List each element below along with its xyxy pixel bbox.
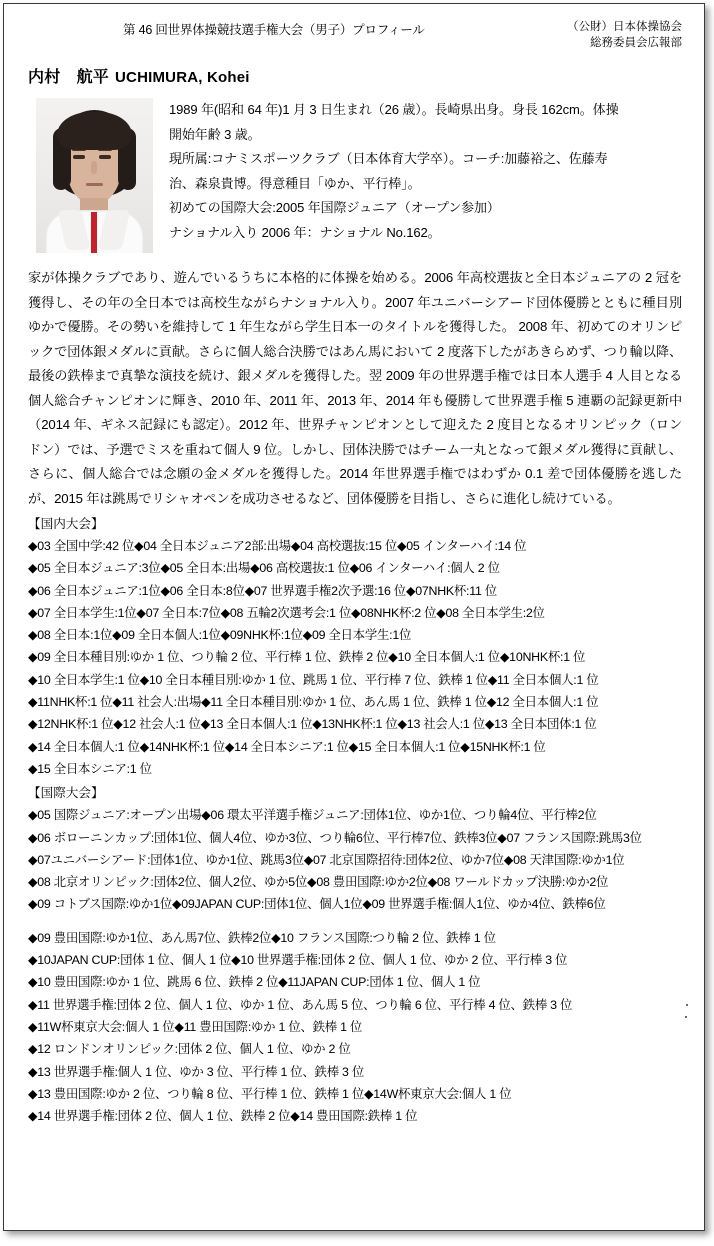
international-results-section xyxy=(28,782,682,1127)
vitals-line-2: 開始年齢 3 歳。 xyxy=(169,126,261,142)
domestic-results-section xyxy=(28,513,682,780)
international-result-line: ◆14 世界選手権:団体 2 位、個人 1 位、鉄棒 2 位◆14 豊田国際:鉄棒 1 位 xyxy=(28,1109,418,1124)
international-result-line: ◆11 世界選手権:団体 2 位、個人 1 位、ゆか 1 位、あん馬 5 位、つり輪 6 位、平行棒 4 位、鉄棒 3 位 xyxy=(28,997,573,1012)
result-spacer xyxy=(28,916,682,927)
athlete-name-roman: UCHIMURA, Kohei xyxy=(115,69,250,86)
international-result-line: ◆13 豊田国際:ゆか 2 位、つり輪 8 位、平行棒 1 位、鉄棒 1 位◆14W杯東京大会:個人 1 位 xyxy=(28,1086,512,1101)
domestic-results-heading: 【国内大会】 xyxy=(28,517,104,531)
domestic-result-line: ◆12NHK杯:1 位◆12 社会人:1 位◆13 全日本個人:1 位◆13NHK杯:1 位◆13 社会人:1 位◆13 全日本団体:1 位 xyxy=(28,717,597,732)
document-body xyxy=(4,4,704,1230)
international-result-line: ◆10 豊田国際:ゆか 1 位、跳馬 6 位、鉄棒 2 位◆11JAPAN CUP:団体 1 位、個人 1 位 xyxy=(28,975,481,990)
international-results-list xyxy=(28,804,682,1127)
photo-eye-left xyxy=(73,155,85,159)
domestic-result-line: ◆09 全日本種目別:ゆか 1 位、つり輪 2 位、平行棒 1 位、鉄棒 2 位◆10 全日本個人:1 位◆10NHK杯:1 位 xyxy=(28,650,586,665)
scan-speck-upper xyxy=(686,1004,688,1006)
photo-eyebrow-right xyxy=(98,148,112,151)
vitals-line-6: ナショナル入り 2006 年：ナショナル No.162。 xyxy=(169,224,441,240)
athlete-photo xyxy=(36,98,153,253)
international-results-heading: 【国際大会】 xyxy=(28,786,104,801)
scan-speck-lower xyxy=(685,1016,687,1018)
international-result-line: ◆12 ロンドンオリンピック:団体 2 位、個人 1 位、ゆか 2 位 xyxy=(28,1042,351,1057)
document-header xyxy=(28,18,682,60)
international-result-line: ◆11W杯東京大会:個人 1 位◆11 豊田国際:ゆか 1 位、鉄棒 1 位 xyxy=(28,1019,363,1034)
domestic-result-line: ◆05 全日本ジュニア:3位◆05 全日本:出場◆06 高校選抜:1 位◆06 インターハイ:個人 2 位 xyxy=(28,561,500,576)
international-result-line: ◆07ユニバーシアード:団体1位、ゆか1位、跳馬3位◆07 北京国際招待:団体2位、ゆか7位◆08 天津国際:ゆか1位 xyxy=(28,852,625,867)
domestic-result-line: ◆10 全日本学生:1 位◆10 全日本種目別:ゆか 1 位、跳馬 1 位、平行棒 7 位、鉄棒 1 位◆11 全日本個人:1 位 xyxy=(28,672,599,687)
header-organization xyxy=(567,19,682,51)
photo-nose xyxy=(91,161,97,174)
international-result-line: ◆08 北京オリンピック:団体2位、個人2位、ゆか5位◆08 豊田国際:ゆか2位◆08 ワールドカップ決勝:ゆか2位 xyxy=(28,875,609,890)
domestic-result-line: ◆14 全日本個人:1 位◆14NHK杯:1 位◆14 全日本シニア:1 位◆15 全日本個人:1 位◆15NHK杯:1 位 xyxy=(28,739,546,754)
photo-hair-fringe xyxy=(57,112,132,150)
domestic-result-line: ◆03 全国中学:42 位◆04 全日本ジュニア2部:出場◆04 高校選抜:15 位◆05 インターハイ:14 位 xyxy=(28,539,527,553)
organization-department: 総務委員会広報部 xyxy=(590,37,682,49)
document-frame xyxy=(3,3,705,1231)
domestic-result-line: ◆08 全日本:1位◆09 全日本個人:1位◆09NHK杯:1位◆09 全日本学生:1位 xyxy=(28,628,412,643)
vitals-line-5: 初めての国際大会:2005 年国際ジュニア（オープン参加） xyxy=(169,200,500,215)
athlete-vitals xyxy=(169,98,682,245)
domestic-result-line: ◆06 全日本ジュニア:1位◆06 全日本:8位◆07 世界選手権2次予選:16 位◆07NHK杯:11 位 xyxy=(28,583,497,598)
domestic-result-line: ◆11NHK杯:1 位◆11 社会人:出場◆11 全日本種目別:ゆか 1 位、あん馬 1 位、鉄棒 1 位◆12 全日本個人:1 位 xyxy=(28,695,599,710)
international-result-line: ◆09 豊田国際:ゆか1位、あん馬7位、鉄棒2位◆10 フランス国際:つり輪 2 位、鉄棒 1 位 xyxy=(28,930,496,945)
biography-paragraph: 家が体操クラブであり、遊んでいるうちに本格的に体操を始める。2006 年高校選抜と全日本ジュニアの 2 冠を獲得し、その年の全日本では高校生ながらナショナル入り。2007 年ユニバーシアード団体優勝とともに種目別ゆかで優勝。その勢いを維持して 1 年生ながら学生日本一のタイトルを獲得した。 2008 年、初めてのオリンピックで団体銀メダルに貢献。さらに個人総合決勝ではあん馬において 2 度落下したがあきらめず、つり輪以降、最後の鉄棒まで真摯な演技を続け、銀メダルを獲得した。翌 2009 年の世界選手権では日本人選手 4 人目となる個人総合チャンピオンに輝き、2010 年、2011 年、2013 年、2014 年も優勝して世界選手権 5 連覇の記録更新中（2014 年、ギネス記録にも認定）。2012 年、世界チャンピオンとして迎えた 2 度目となるオリンピック（ロンドン）では、予選でミスを重ねて個人 9 位。しかし、団体決勝ではチーム一丸となって銀メダル獲得に貢献し、さらに、個人総合では念願の金メダルを獲得した。2014 年世界選手権ではわずか 0.1 差で団体優勝を逃したが、2015 年は跳馬でリシャオペンを成功させるなど、団体優勝を目指し、さらに進化し続けている。 xyxy=(28,270,682,506)
photo-mouth xyxy=(86,183,103,186)
athlete-name-kanji: 内村 航平 xyxy=(28,69,110,86)
domestic-results-list xyxy=(28,535,682,780)
header-title: 第 46 回世界体操競技選手権大会（男子）プロフィール xyxy=(123,23,425,37)
vitals-line-4: 治、森泉貴博。得意種目「ゆか、平行棒」。 xyxy=(169,175,421,191)
profile-block xyxy=(28,98,682,266)
photo-eye-right xyxy=(99,155,111,159)
photo-jacket-stripe xyxy=(91,212,97,253)
international-result-line: ◆05 国際ジュニア:オープン出場◆06 環太平洋選手権ジュニア:団体1位、ゆか1位、つり輪4位、平行棒2位 xyxy=(28,808,597,823)
organization-name: （公財）日本体操協会 xyxy=(567,21,682,33)
vitals-line-1: 1989 年(昭和 64 年)1 月 3 日生まれ（26 歳）。長崎県出身。身長 162cm。体操 xyxy=(169,102,619,117)
athlete-name xyxy=(28,64,682,87)
vitals-line-3: 現所属:コナミスポーツクラブ（日本体育大学卒）。コーチ:加藤裕之、佐藤寿 xyxy=(169,151,608,166)
international-result-line: ◆10JAPAN CUP:団体 1 位、個人 1 位◆10 世界選手権:団体 2 位、個人 1 位、ゆか 2 位、平行棒 3 位 xyxy=(28,953,568,968)
domestic-result-line: ◆15 全日本シニア:1 位 xyxy=(28,761,152,776)
international-result-line: ◆06 ボローニンカップ:団体1位、個人4位、ゆか3位、つり輪6位、平行棒7位、鉄棒3位◆07 フランス国際:跳馬3位 xyxy=(28,830,642,845)
photo-eyebrow-left xyxy=(72,148,86,151)
international-result-line: ◆09 コトブス国際:ゆか1位◆09JAPAN CUP:団体1位、個人1位◆09 世界選手権:個人1位、ゆか4位、鉄棒6位 xyxy=(28,897,606,912)
domestic-result-line: ◆07 全日本学生:1位◆07 全日本:7位◆08 五輪2次選考会:1 位◆08NHK杯:2 位◆08 全日本学生:2位 xyxy=(28,605,545,620)
international-result-line: ◆13 世界選手権:個人 1 位、ゆか 3 位、平行棒 1 位、鉄棒 3 位 xyxy=(28,1064,365,1079)
